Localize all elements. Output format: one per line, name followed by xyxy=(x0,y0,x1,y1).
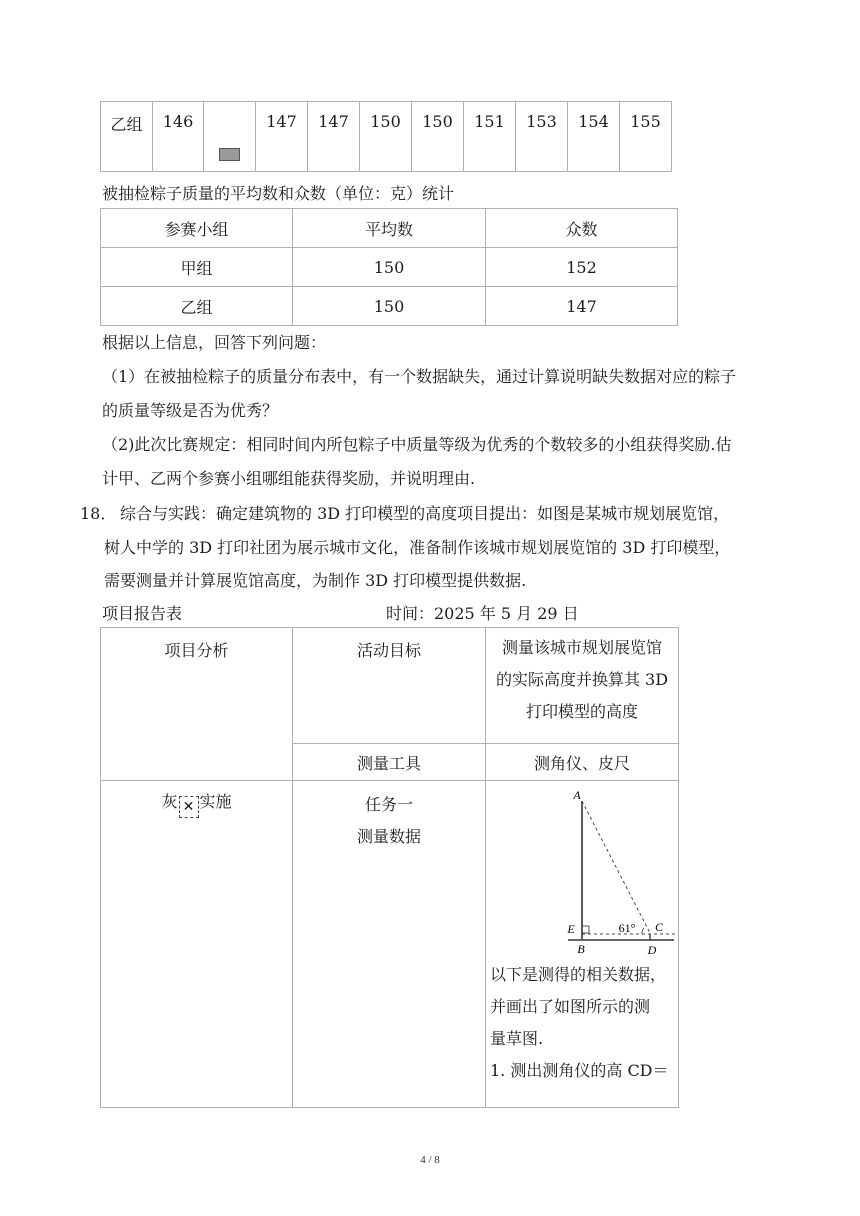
table-row xyxy=(101,248,678,287)
project-analysis-label: 项目分析 xyxy=(164,641,229,660)
missing-data-cell xyxy=(204,102,256,172)
stats-table xyxy=(100,208,678,326)
goal-line: 测量该城市规划展览馆 xyxy=(501,638,662,657)
broken-image-icon: ✕ xyxy=(179,796,199,818)
measurement-cell xyxy=(486,781,679,1108)
table-cell: 乙组 xyxy=(101,287,293,326)
missing-data-image xyxy=(219,148,240,161)
activity-goal-label: 活动目标 xyxy=(356,641,421,660)
task-cell xyxy=(293,781,486,1108)
project-report-table xyxy=(100,627,679,1108)
table-cell: 150 xyxy=(293,248,486,287)
table-header-row xyxy=(101,209,678,248)
table-cell: 153 xyxy=(516,102,568,172)
intro-line: 根据以上信息，回答下列问题： xyxy=(102,333,327,352)
table-cell: 150 xyxy=(360,102,412,172)
table-cell: 150 xyxy=(293,287,486,326)
stats-caption: 被抽检粽子质量的平均数和众数（单位：克）统计 xyxy=(102,184,455,203)
measurement-text-line: 量草图. xyxy=(490,1029,544,1048)
goal-line: 打印模型的高度 xyxy=(525,702,638,721)
label-e: E xyxy=(567,922,575,936)
angle-arc xyxy=(642,928,644,934)
table-cell: 155 xyxy=(620,102,672,172)
right-angle-marker xyxy=(582,926,589,933)
table-cell: 146 xyxy=(153,102,204,172)
goal-description-cell xyxy=(486,628,679,744)
row-label: 乙组 xyxy=(101,102,153,172)
table-cell: 152 xyxy=(486,248,678,287)
column-header: 平均数 xyxy=(293,209,486,248)
table-cell: 147 xyxy=(308,102,360,172)
column-header: 众数 xyxy=(486,209,678,248)
table-cell: 151 xyxy=(464,102,516,172)
table-cell: 150 xyxy=(412,102,464,172)
label-c: C xyxy=(654,920,664,934)
table-row xyxy=(101,628,679,744)
measuring-tool-value: 测角仪、皮尺 xyxy=(486,744,679,781)
activity-goal-cell xyxy=(293,628,486,744)
table-cell: 甲组 xyxy=(101,248,293,287)
table-row xyxy=(101,102,672,172)
measurement-text-line: 并画出了如图所示的测 xyxy=(490,997,651,1016)
table-cell: 147 xyxy=(256,102,308,172)
question-2-line-2: 计甲、乙两个参赛小组哪组能获得奖励，并说明理由. xyxy=(102,469,476,488)
task-line: 任务一 xyxy=(364,795,413,814)
goal-line: 的实际高度并换算其 3D xyxy=(495,670,669,689)
table-row xyxy=(101,287,678,326)
column-header: 参赛小组 xyxy=(101,209,293,248)
table-cell: 147 xyxy=(486,287,678,326)
question-18-number: 18． xyxy=(80,504,117,523)
quality-distribution-table xyxy=(100,101,672,172)
report-time: 时间：2025 年 5 月 29 日 xyxy=(386,604,579,623)
angle-label: 61° xyxy=(618,921,636,935)
measurement-diagram xyxy=(490,787,676,957)
implementation-prefix: 灰 xyxy=(161,792,178,811)
label-d: D xyxy=(647,943,657,957)
label-a: A xyxy=(573,788,581,802)
project-analysis-cell xyxy=(101,628,293,781)
question-18-line-1: 综合与实践：确定建筑物的 3D 打印模型的高度项目提出：如图是某城市规划展览馆， xyxy=(120,504,730,523)
sight-line xyxy=(582,801,650,933)
table-row xyxy=(101,781,679,1108)
measuring-tool-label: 测量工具 xyxy=(293,744,486,781)
question-1-line-1: （1）在被抽检粽子的质量分布表中，有一个数据缺失，通过计算说明缺失数据对应的粽子 xyxy=(102,367,737,386)
table-cell: 154 xyxy=(568,102,620,172)
task-line: 测量数据 xyxy=(356,827,421,846)
measurement-text-line: 以下是测得的相关数据， xyxy=(490,965,667,984)
label-b: B xyxy=(577,942,585,956)
question-2-line-1: （2)此次比赛规定：相同时间内所包粽子中质量等级为优秀的个数较多的小组获得奖励.估 xyxy=(102,435,732,454)
question-18-line-2: 树人中学的 3D 打印社团为展示城市文化，准备制作该城市规划展览馆的 3D 打印模型， xyxy=(104,538,731,557)
question-1-line-2: 的质量等级是否为优秀？ xyxy=(102,401,279,420)
question-18-line-3: 需要测量并计算展览馆高度，为制作 3D 打印模型提供数据. xyxy=(104,571,527,590)
implementation-suffix: 实施 xyxy=(199,792,232,811)
project-implementation-cell xyxy=(101,781,293,1108)
report-title: 项目报告表 xyxy=(102,604,183,623)
measurement-text-line: 1. 测出测角仪的高 CD＝ xyxy=(490,1061,669,1080)
page-number: 4 / 8 xyxy=(420,1154,440,1166)
